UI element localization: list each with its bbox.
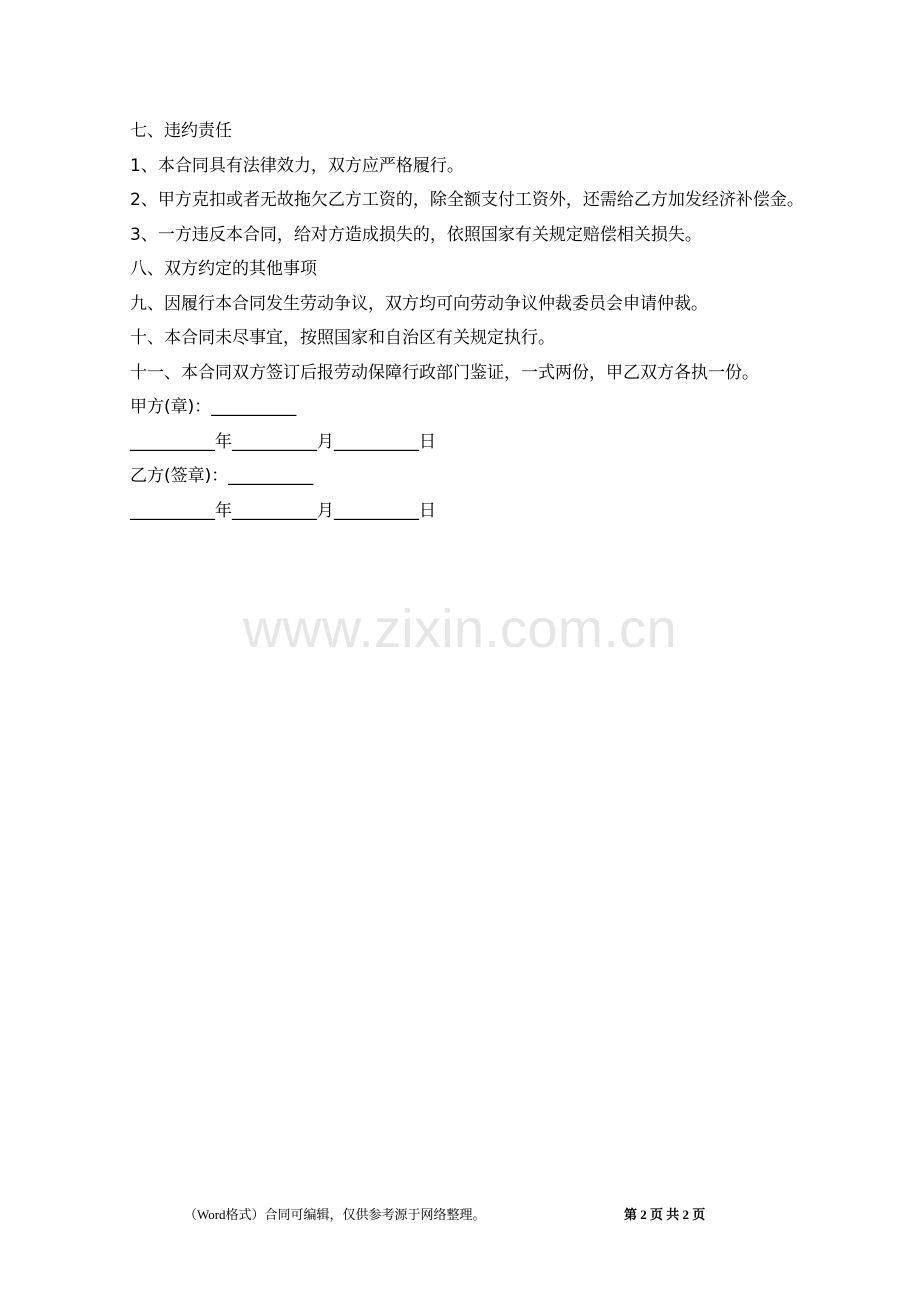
- footer-note: （Word格式）合同可编辑，仅供参考源于网络整理。: [184, 1207, 486, 1222]
- clause-3: 3、一方违反本合同，给对方造成损失的，依照国家有关规定赔偿相关损失。: [130, 224, 702, 245]
- section-dispute-arbitration: 九、因履行本合同发生劳动争议，双方均可向劳动争议仲裁委员会申请仲裁。: [130, 293, 708, 314]
- party-b-signature-line: 乙方(签章)：__________: [130, 466, 314, 486]
- party-a-signature-line: 甲方(章)：__________: [130, 397, 297, 417]
- party-b-date-line: __________年__________月__________日: [130, 500, 436, 521]
- contract-body: [112, 114, 812, 528]
- page-number: 第 2 页 共 2 页: [624, 1207, 706, 1222]
- clause-2: 2、甲方克扣或者无故拖欠乙方工资的，除全额支付工资外，还需给乙方加发经济补偿金。: [130, 190, 804, 210]
- page-footer: [0, 1204, 920, 1228]
- section-heading-breach-liability: 七、违约责任: [130, 121, 232, 141]
- section-unresolved-matters: 十、本合同未尽事宜，按照国家和自治区有关规定执行。: [130, 328, 555, 348]
- clause-1: 1、本合同具有法律效力，双方应严格履行。: [130, 155, 464, 176]
- section-signing-copies: 十一、本合同双方签订后报劳动保障行政部门鉴证，一式两份，甲乙双方各执一份。: [130, 362, 759, 383]
- watermark-text: www.zixin.com.cn: [242, 599, 678, 659]
- section-heading-other-matters: 八、双方约定的其他事项: [130, 259, 317, 279]
- party-a-date-line: __________年__________月__________日: [130, 431, 436, 452]
